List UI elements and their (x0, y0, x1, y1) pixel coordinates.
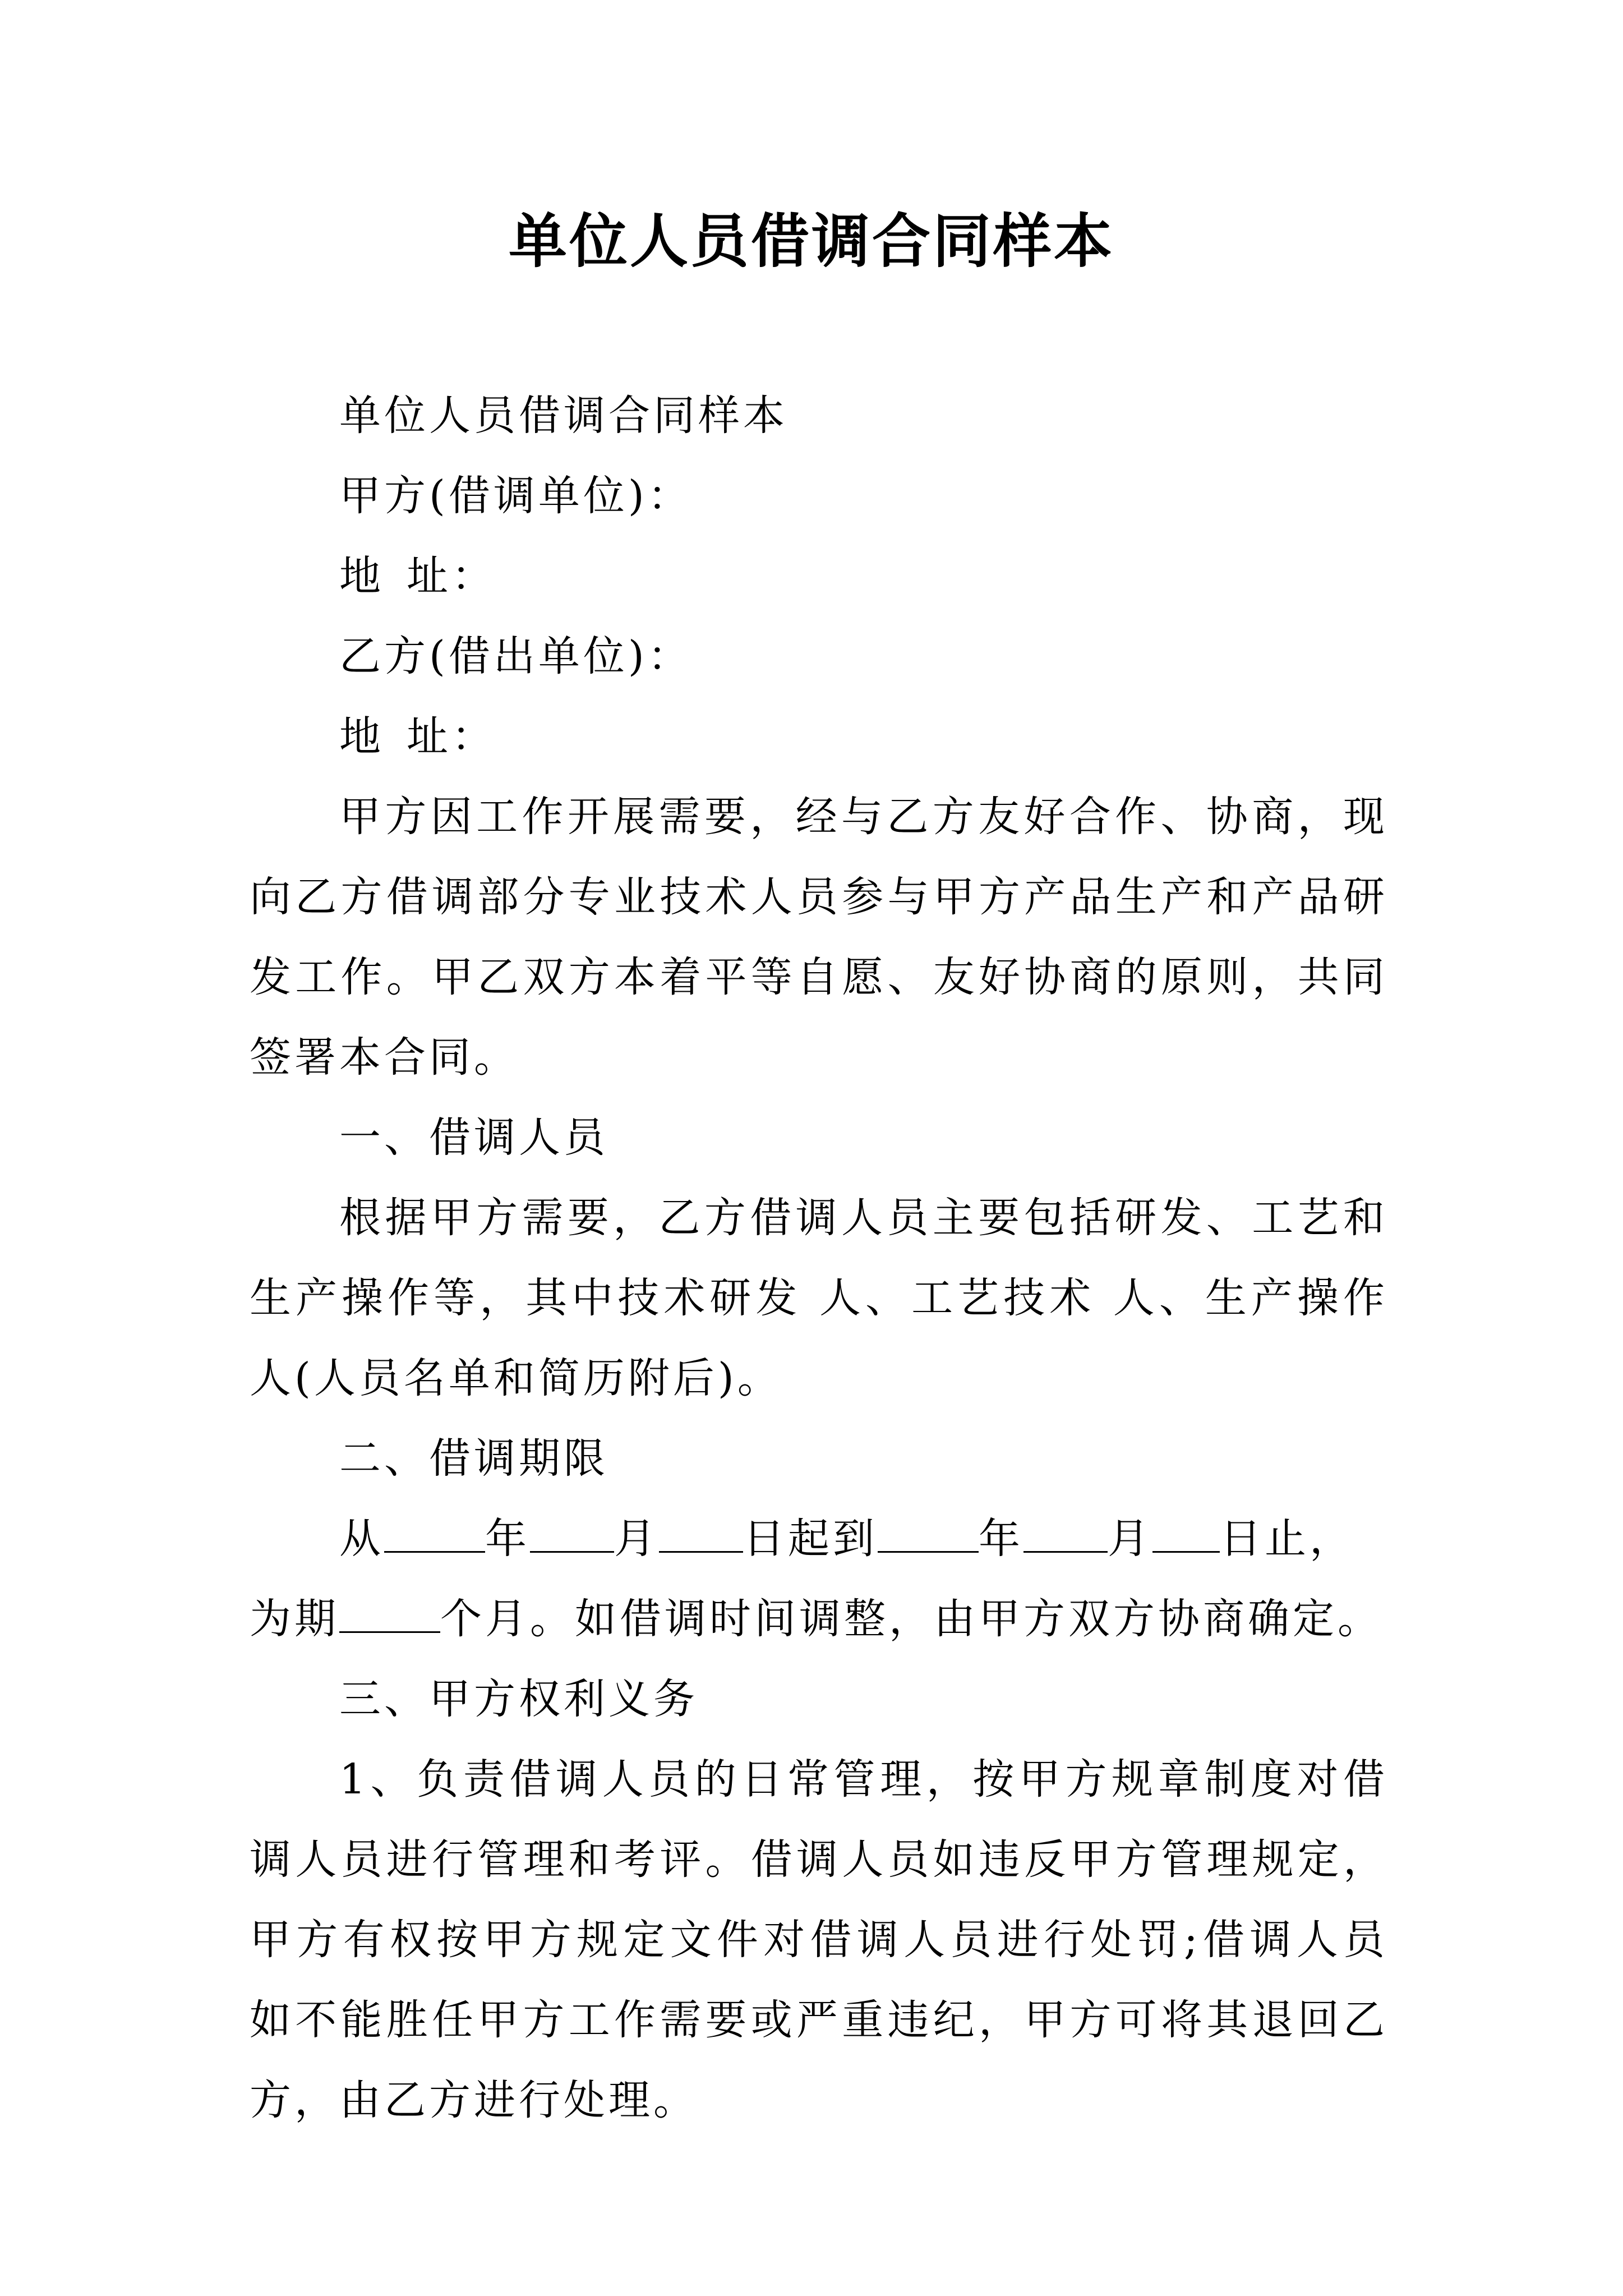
year-blank[interactable] (384, 1517, 485, 1553)
duration-prefix: 为期 (250, 1595, 339, 1643)
duration-line (250, 1579, 1388, 1659)
period-year2: 年 (979, 1515, 1023, 1563)
period-month1: 月 (614, 1515, 659, 1563)
period-month2: 月 (1108, 1515, 1152, 1563)
address-label-part1: 地 (339, 552, 384, 600)
section3-heading: 三、甲方权利义务 (339, 1675, 698, 1723)
period-day1: 日起到 (743, 1515, 878, 1563)
intro-paragraph: 甲方因工作开展需要，经与乙方友好合作、协商，现向乙方借调部分专业技术人员参与甲方产品生产和产品研发工作。甲乙双方本着平等自愿、友好协商的原则，共同签署本合同。 (250, 793, 1388, 1082)
address-line-b (250, 697, 1388, 777)
period-day2: 日止， (1220, 1515, 1354, 1563)
year-blank[interactable] (878, 1517, 979, 1553)
section2-heading: 二、借调期限 (339, 1434, 608, 1483)
month-blank[interactable] (530, 1517, 614, 1553)
subtitle-line: 单位人员借调合同样本 (339, 392, 788, 440)
document-title: 单位人员借调合同样本 (508, 206, 1114, 275)
address-line-a (250, 536, 1388, 616)
address-label-part2: 址： (407, 712, 496, 761)
month-blank[interactable] (1023, 1517, 1108, 1553)
day-blank[interactable] (1152, 1517, 1220, 1553)
duration-suffix: 个月。如借调时间调整，由甲方双方协商确定。 (440, 1595, 1382, 1643)
document-body (250, 376, 1388, 2141)
day-blank[interactable] (659, 1517, 743, 1553)
period-from: 从 (339, 1515, 384, 1563)
party-a-label: 甲方(借调单位)： (339, 472, 693, 520)
section3-item1: 1、负责借调人员的日常管理，按甲方规章制度对借调人员进行管理和考评。借调人员如违反甲方管理规定，甲方有权按甲方规定文件对借调人员进行处罚;借调人员如不能胜任甲方工作需要或严重违纪，甲方可将其退回乙方，由乙方进行处理。 (250, 1755, 1388, 2124)
address-label-part2: 址： (407, 552, 496, 600)
party-b-label: 乙方(借出单位)： (339, 632, 693, 680)
duration-blank[interactable] (339, 1598, 440, 1633)
address-label-part1: 地 (339, 712, 384, 761)
section1-paragraph: 根据甲方需要，乙方借调人员主要包括研发、工艺和生产操作等，其中技术研发 人、工艺技术 人、生产操作 人(人员名单和简历附后)。 (250, 1194, 1388, 1402)
section1-heading: 一、借调人员 (339, 1114, 608, 1162)
period-year1: 年 (485, 1515, 530, 1563)
period-line (250, 1499, 1388, 1579)
